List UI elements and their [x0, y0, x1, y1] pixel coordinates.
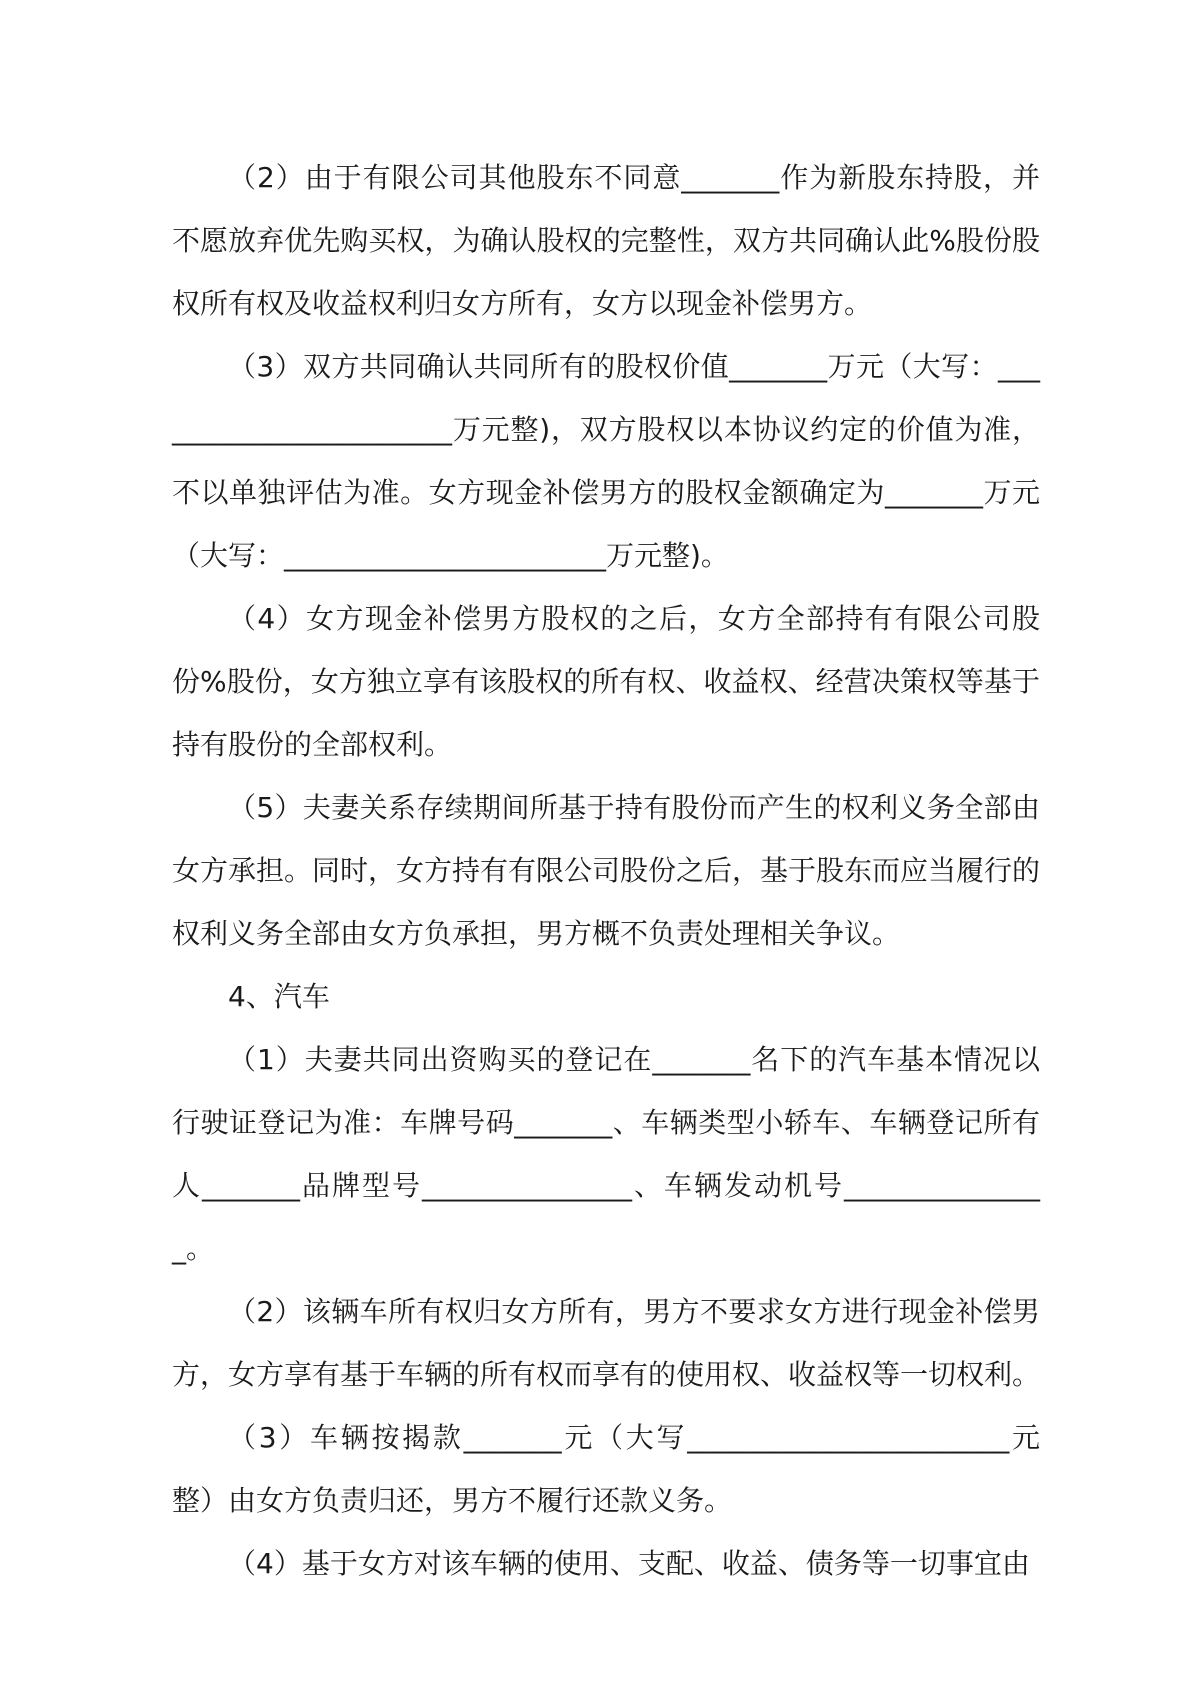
paragraph-equity-5: （5）夫妻关系存续期间所基于持有股份而产生的权利义务全部由女方承担。同时，女方持有有限公司股份之后，基于股东而应当履行的权利义务全部由女方负承担，男方概不负责处理相关争议。 — [172, 791, 1041, 950]
paragraph-equity-3: （3）双方共同确认共同所有的股权价值_______万元（大写：_______________________万元整)，双方股权以本协议约定的价值为准，不以单独评估为准。女方现金补偿男方的股权金额确定为_______万元（大写：_______________________万元整)。 — [172, 350, 1040, 572]
section-heading-car: 4、汽车 — [228, 980, 330, 1013]
paragraph-car-1: （1）夫妻共同出资购买的登记在_______名下的汽车基本情况以行驶证登记为准：车牌号码_______、车辆类型小轿车、车辆登记所有人_______品牌型号_______________、车辆发动机号_______________。 — [172, 1043, 1040, 1265]
paragraph-equity-4: （4）女方现金补偿男方股权的之后，女方全部持有有限公司股份%股份，女方独立享有该股权的所有权、收益权、经营决策权等基于持有股份的全部权利。 — [172, 602, 1040, 761]
paragraph-equity-2: （2）由于有限公司其他股东不同意_______作为新股东持股，并不愿放弃优先购买权，为确认股权的完整性，双方共同确认此%股份股权所有权及收益权利归女方所有，女方以现金补偿男方。 — [172, 161, 1040, 320]
document-body — [172, 146, 1040, 1595]
paragraph-car-2: （2）该辆车所有权归女方所有，男方不要求女方进行现金补偿男方，女方享有基于车辆的所有权而享有的使用权、收益权等一切权利。 — [172, 1295, 1041, 1391]
paragraph-car-4: （4）基于女方对该车辆的使用、支配、收益、债务等一切事宜由 — [228, 1547, 1030, 1580]
paragraph-car-3: （3）车辆按揭款_______元（大写_______________________元整）由女方负责归还，男方不履行还款义务。 — [172, 1421, 1040, 1517]
